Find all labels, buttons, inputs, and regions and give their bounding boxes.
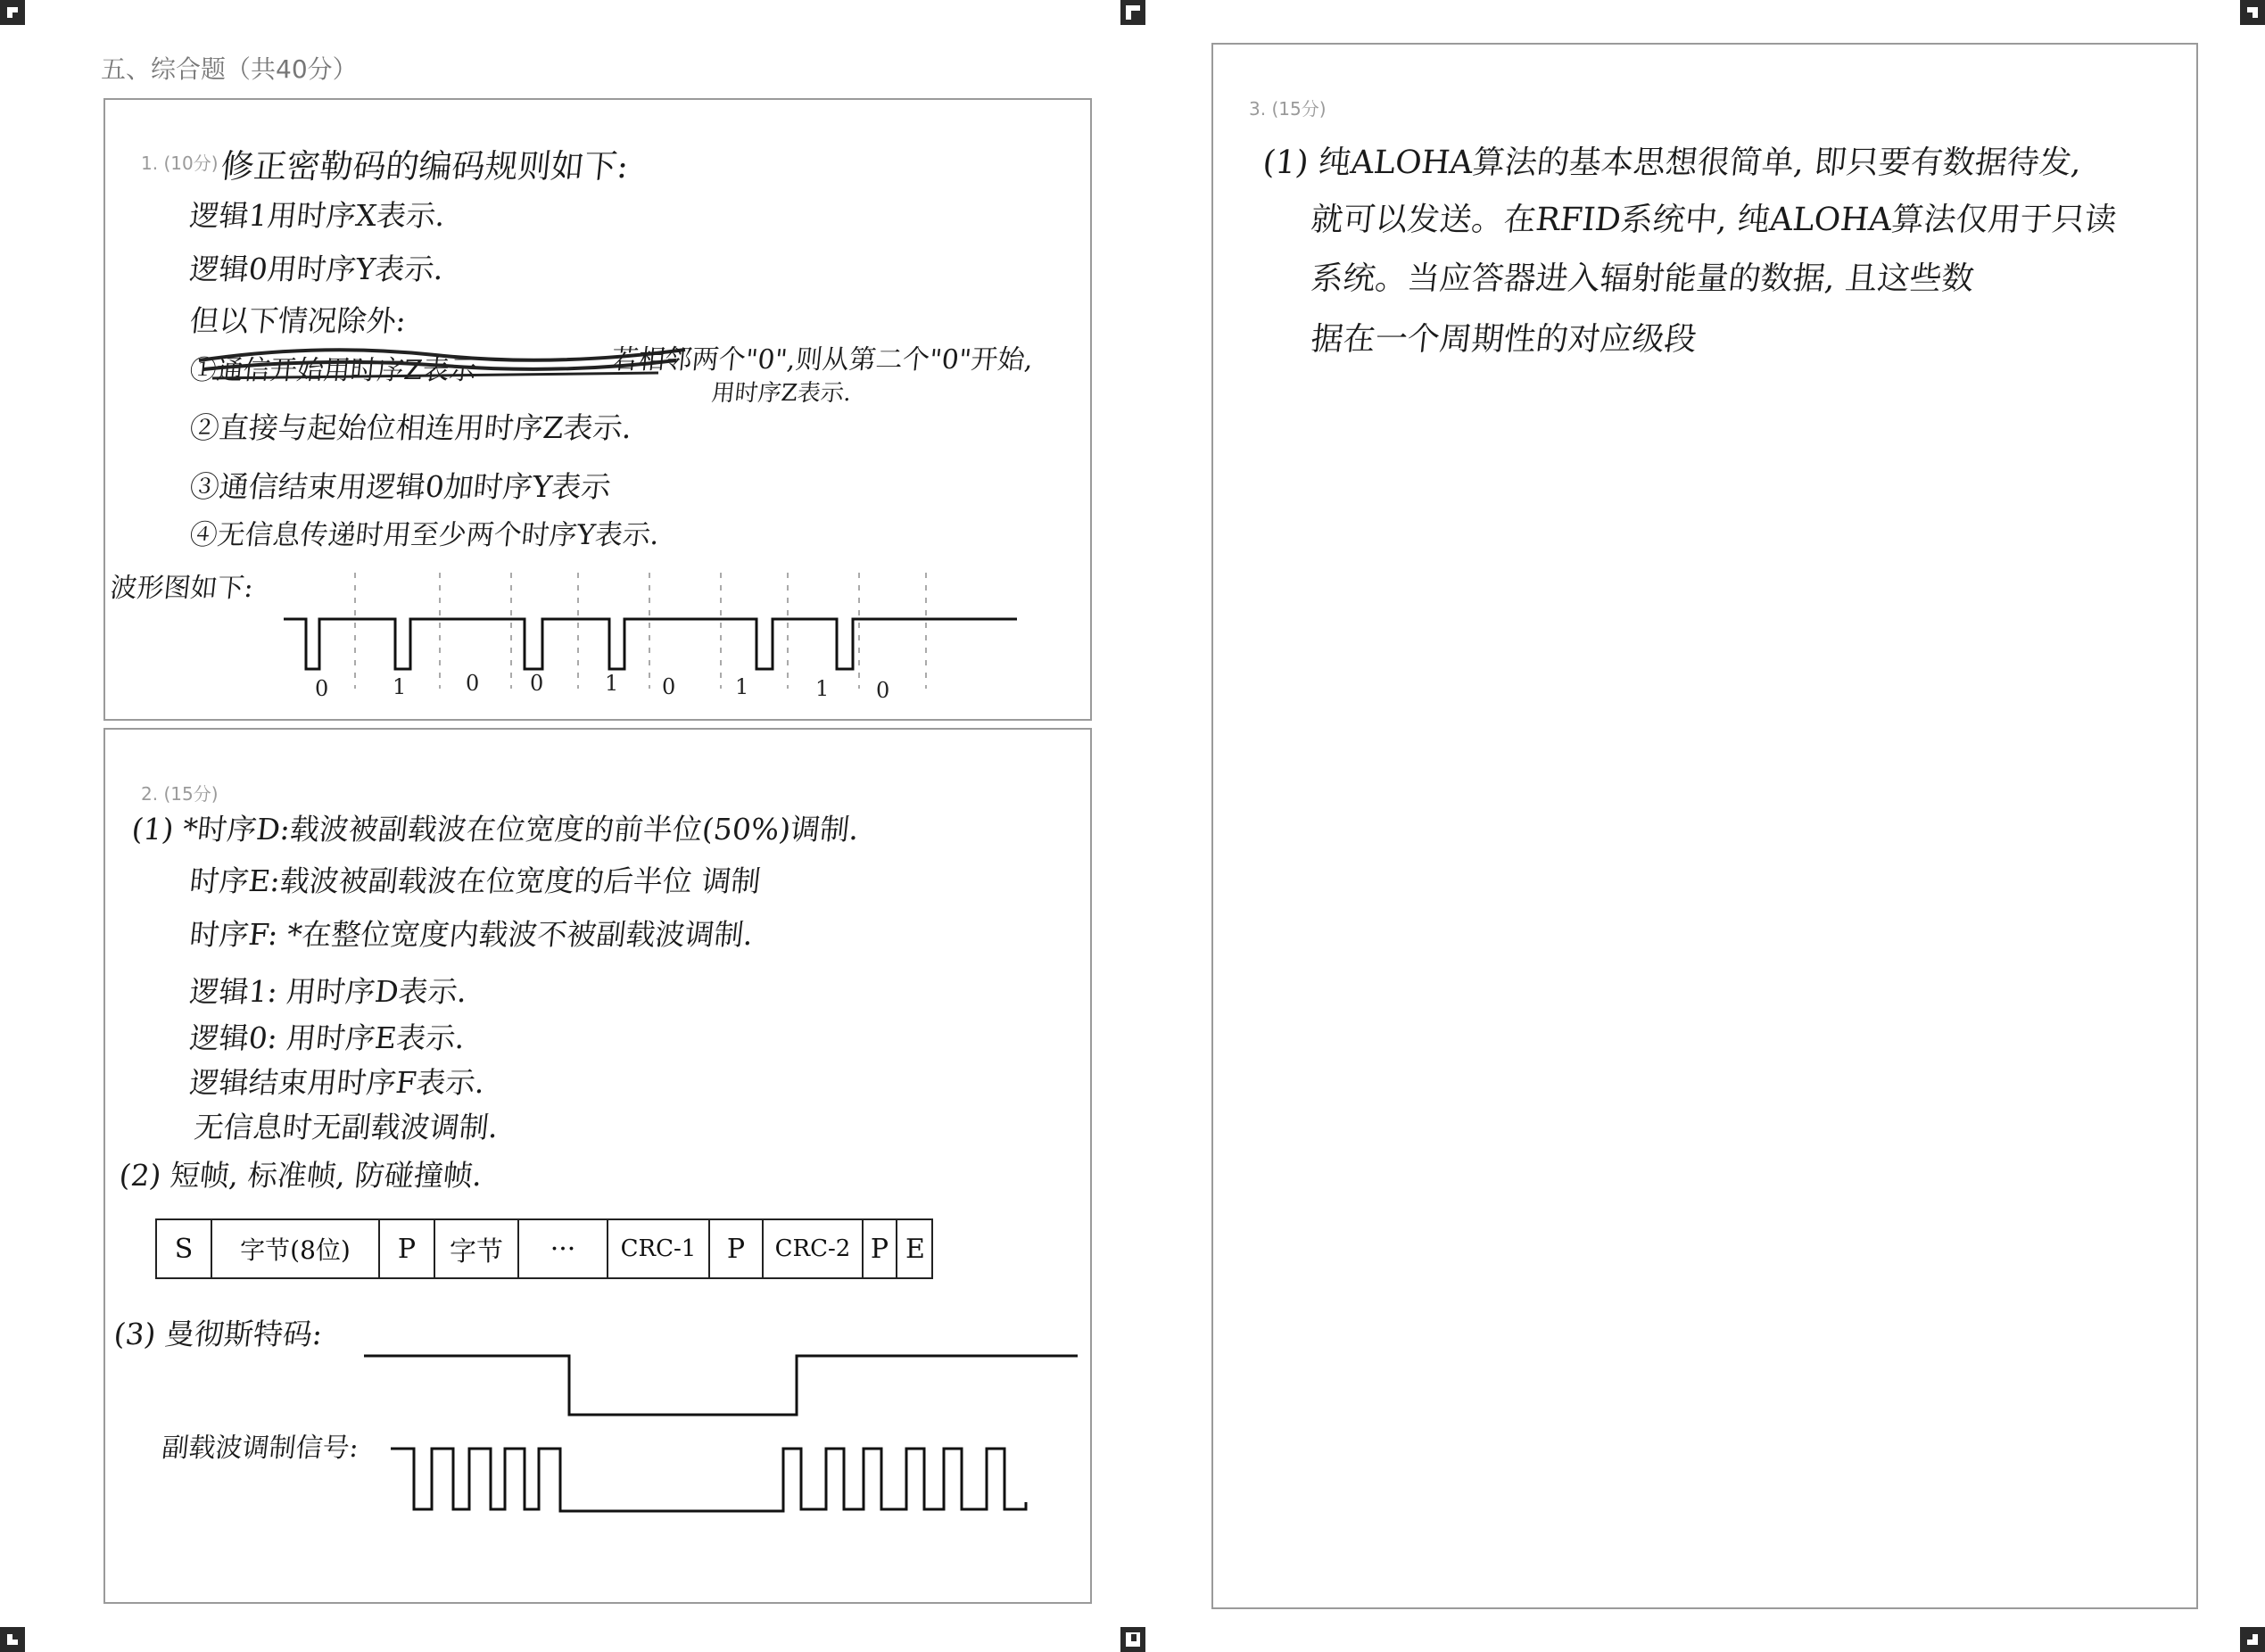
question-label: 1. (10分) bbox=[141, 153, 219, 174]
answer-box-q3 bbox=[1211, 43, 2198, 1609]
frame-cell: 字节 bbox=[435, 1220, 519, 1277]
frame-cell: ··· bbox=[519, 1220, 608, 1277]
frame-structure-table bbox=[155, 1218, 933, 1279]
handwritten-line: 用时序Z表示. bbox=[710, 380, 853, 407]
handwritten-line: 系统。当应答器进入辐射能量的数据, 且这些数 bbox=[1309, 260, 1976, 297]
bit-label: 1 bbox=[393, 674, 407, 699]
bit-label: 1 bbox=[815, 676, 830, 701]
frame-cell: S bbox=[157, 1220, 212, 1277]
section-title: 五、综合题（共40分） bbox=[101, 54, 358, 84]
handwritten-line: 时序F: *在整位宽度内载波不被副载波调制. bbox=[187, 917, 756, 952]
handwritten-line: ④无信息传递时用至少两个时序Y表示. bbox=[187, 519, 661, 551]
frame-cell: E bbox=[905, 1233, 925, 1265]
handwritten-line: 逻辑0用时序Y表示. bbox=[187, 252, 446, 286]
answer-box-q2 bbox=[103, 728, 1092, 1604]
fiducial-marker-top-center bbox=[1120, 0, 1145, 25]
fiducial-marker-top-right bbox=[2240, 0, 2265, 25]
bit-label: 0 bbox=[662, 674, 676, 699]
handwritten-line: (1) *时序D:载波被副载波在位宽度的前半位(50%)调制. bbox=[129, 812, 861, 847]
bit-label: 0 bbox=[530, 671, 544, 696]
fiducial-marker-bottom-left bbox=[0, 1627, 25, 1652]
handwritten-line: 时序E:载波被副载波在位宽度的后半位 调制 bbox=[187, 863, 763, 898]
handwritten-line: 若相邻两个"0",则从第二个"0"开始, bbox=[609, 344, 1035, 376]
handwritten-line: 逻辑0: 用时序E表示. bbox=[187, 1020, 467, 1055]
handwritten-line: 但以下情况除外: bbox=[187, 303, 408, 338]
handwritten-line: (1) 纯ALOHA算法的基本思想很简单, 即只要有数据待发, bbox=[1261, 145, 2084, 181]
answer-box-q1 bbox=[103, 98, 1092, 721]
question-label: 3. (15分) bbox=[1249, 98, 1327, 120]
handwritten-line: 逻辑1: 用时序D表示. bbox=[187, 974, 469, 1009]
handwritten-line: 就可以发送。在RFID系统中, 纯ALOHA算法仅用于只读 bbox=[1309, 202, 2119, 238]
handwritten-line: ②直接与起始位相连用时序Z表示. bbox=[187, 410, 634, 445]
bit-label: 0 bbox=[466, 671, 480, 696]
handwritten-line: 修正密勒码的编码规则如下: bbox=[219, 147, 631, 186]
waveform-label: 波形图如下: bbox=[108, 573, 255, 604]
manchester-label: (3) 曼彻斯特码: bbox=[112, 1317, 325, 1351]
frame-cell: 字节(8位) bbox=[212, 1220, 380, 1277]
handwritten-line: 无信息时无副载波调制. bbox=[192, 1110, 500, 1144]
handwritten-line: 据在一个周期性的对应级段 bbox=[1309, 321, 1699, 358]
handwritten-line: (2) 短帧, 标准帧, 防碰撞帧. bbox=[117, 1158, 484, 1193]
manchester-waveform bbox=[364, 1329, 1095, 1427]
handwritten-line: 逻辑结束用时序F表示. bbox=[187, 1065, 487, 1100]
question-label: 2. (15分) bbox=[141, 783, 219, 805]
fiducial-marker-bottom-right bbox=[2240, 1627, 2265, 1652]
bit-label: 0 bbox=[315, 676, 329, 701]
fiducial-marker-top-left bbox=[0, 0, 25, 25]
bit-label: 1 bbox=[735, 674, 749, 699]
frame-cell: P bbox=[380, 1220, 435, 1277]
handwritten-line-struck: ①通信开始用时序Z表示 bbox=[187, 355, 478, 386]
bit-label: 0 bbox=[876, 678, 890, 703]
fiducial-marker-bottom-center bbox=[1120, 1627, 1145, 1652]
subcarrier-label: 副载波调制信号: bbox=[160, 1433, 360, 1464]
frame-cell: CRC-2 bbox=[764, 1220, 864, 1277]
handwritten-line: ③通信结束用逻辑0加时序Y表示 bbox=[187, 469, 613, 504]
bit-label: 1 bbox=[605, 671, 619, 696]
handwritten-line: 逻辑1用时序X表示. bbox=[187, 198, 447, 233]
frame-cell: P bbox=[864, 1220, 897, 1277]
frame-cell: P bbox=[710, 1220, 764, 1277]
subcarrier-waveform bbox=[391, 1433, 1104, 1540]
frame-cell: CRC-1 bbox=[608, 1220, 710, 1277]
